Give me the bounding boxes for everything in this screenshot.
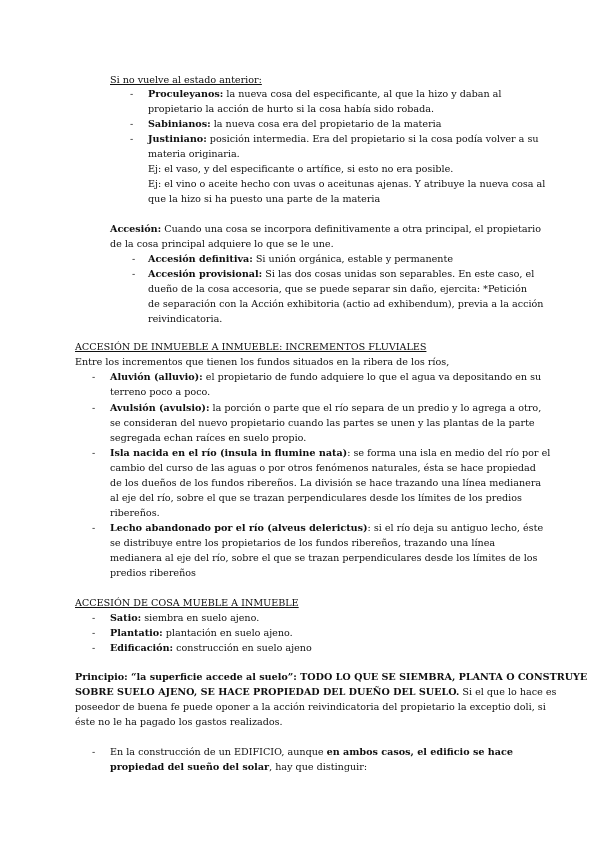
item-justiniano-cont: materia originaria. <box>148 149 240 160</box>
item-avulsion-cont2: segregada echan raíces en suelo propio. <box>110 433 307 444</box>
item-satio: Satio: siembra en suelo ajeno. <box>110 613 260 624</box>
item-isla: Isla nacida en el río (insula in flumine nata): se forma una isla en medio del río por el <box>110 448 551 459</box>
item-isla-cont4: ribereños. <box>110 508 160 519</box>
edificio-line1: En la construcción de un EDIFICIO, aunque en ambos casos, el edificio se hace <box>110 747 513 758</box>
bullet-dash: - <box>130 119 134 130</box>
bullet-dash: - <box>92 448 96 459</box>
item-accesion-provisional-cont1: dueño de la cosa accesoria, que se puede separar sin daño, ejercita: *Petición <box>148 284 527 295</box>
heading-cosa-mueble: ACCESIÓN DE COSA MUEBLE A INMUEBLE <box>75 598 299 609</box>
item-aluvion-cont: terreno poco a poco. <box>110 387 211 398</box>
item-accesion-provisional: Accesión provisional: Si las dos cosas unidas son separables. En este caso, el <box>148 269 535 280</box>
bullet-dash: - <box>130 89 134 100</box>
bullet-dash: - <box>92 643 96 654</box>
principio-line4: éste no le ha pagado los gastos realizados. <box>75 717 283 728</box>
item-avulsion: Avulsión (avulsio): la porción o parte que el río separa de un predio y lo agrega a otro, <box>110 403 542 414</box>
accesion-definition: Accesión: Cuando una cosa se incorpora definitivamente a otra principal, el propietario <box>110 224 541 235</box>
item-lecho: Lecho abandonado por el río (alveus delerictus): si el río deja su antiguo lecho, éste <box>110 523 544 534</box>
item-isla-cont2: de los dueños de los fundos ribereños. La división se hace trazando una línea medianera <box>110 478 542 489</box>
item-accesion-provisional-cont2: de separación con la Acción exhibitoria (actio ad exhibendum), previa a la acción <box>148 299 544 310</box>
item-lecho-cont2: medianera al eje del río, sobre el que se trazan perpendiculares desde los límites de los <box>110 553 538 564</box>
bullet-dash: - <box>92 372 96 383</box>
bullet-dash: - <box>132 254 136 265</box>
bullet-dash: - <box>92 613 96 624</box>
bullet-dash: - <box>92 523 96 534</box>
item-isla-cont1: cambio del curso de las aguas o por otros fenómenos naturales, ésta se hace propiedad <box>110 463 536 474</box>
bullet-dash: - <box>92 747 96 758</box>
item-accesion-provisional-cont3: reivindicatoria. <box>148 314 223 325</box>
item-edificacion: Edificación: construcción en suelo ajeno <box>110 643 312 654</box>
item-plantatio: Plantatio: plantación en suelo ajeno. <box>110 628 293 639</box>
item-avulsion-cont1: se consideran del nuevo propietario cuando las partes se unen y las plantas de la parte <box>110 418 535 429</box>
item-accesion-definitiva: Accesión definitiva: Si unión orgánica, estable y permanente <box>148 254 454 265</box>
item-lecho-cont3: predios ribereños <box>110 568 196 579</box>
item-proculeyanos: Proculeyanos: la nueva cosa del especificante, al que la hizo y daban al <box>148 89 502 100</box>
heading-incrementos-fluviales: ACCESIÓN DE INMUEBLE A INMUEBLE: INCREMENTOS FLUVIALES <box>75 342 427 353</box>
principio-line1: Principio: “la superficie accede al suelo”: TODO LO QUE SE SIEMBRA, PLANTA O CONSTRUYE <box>75 672 588 683</box>
bullet-dash: - <box>130 134 134 145</box>
item-aluvion: Aluvión (alluvio): el propietario de fundo adquiere lo que el agua va depositando en su <box>110 372 542 383</box>
bullet-dash: - <box>92 628 96 639</box>
item-lecho-cont1: se distribuye entre los propietarios de los fundos ribereños, trazando una línea <box>110 538 496 549</box>
item-sabinianos: Sabinianos: la nueva cosa era del propietario de la materia <box>148 119 442 130</box>
item-isla-cont3: al eje del río, sobre el que se trazan perpendiculares desde los límites de los predios <box>110 493 522 504</box>
item-proculeyanos-cont: propietario la acción de hurto si la cosa había sido robada. <box>148 104 435 115</box>
bullet-dash: - <box>92 403 96 414</box>
item-justiniano-ej2-cont: que la hizo si ha puesto una parte de la materia <box>148 194 381 205</box>
principio-line3: poseedor de buena fe puede oponer a la acción reivindicatoria del propietario la exceptio doli, si <box>75 702 546 713</box>
item-justiniano-ej2: Ej: el vino o aceite hecho con uvas o aceitunas ajenas. Y atribuye la nueva cosa al <box>148 179 546 190</box>
item-justiniano: Justiniano: posición intermedia. Era del propietario si la cosa podía volver a su <box>148 134 539 145</box>
principio-line2: SOBRE SUELO AJENO, SE HACE PROPIEDAD DEL DUEÑO DEL SUELO. Si el que lo hace es <box>75 687 557 698</box>
item-justiniano-ej1: Ej: el vaso, y del especificante o artífice, si esto no era posible. <box>148 164 454 175</box>
edificio-line2: propiedad del sueño del solar, hay que distinguir: <box>110 762 368 773</box>
fluviales-intro: Entre los incrementos que tienen los fundos situados en la ribera de los ríos, <box>75 357 450 368</box>
accesion-definition-cont: de la cosa principal adquiere lo que se le une. <box>110 239 334 250</box>
bullet-dash: - <box>132 269 136 280</box>
heading-no-vuelve: Si no vuelve al estado anterior: <box>110 75 262 86</box>
